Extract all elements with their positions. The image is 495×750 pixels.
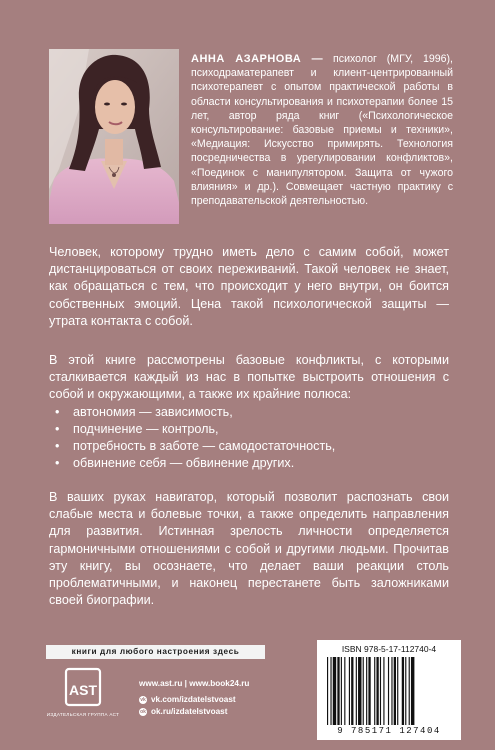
publisher-links [139, 678, 249, 718]
tagline-banner: книги для любого настроения здесь [46, 645, 265, 659]
barcode-bar [363, 657, 364, 725]
barcode-bar [383, 657, 384, 725]
barcode-bar [344, 657, 345, 725]
barcode-bar [366, 657, 367, 725]
barcode-bar [397, 657, 398, 725]
barcode-panel [317, 640, 461, 740]
websites-link[interactable]: www.ast.ru | www.book24.ru [139, 679, 250, 688]
barcode-bar [330, 657, 331, 725]
list-item: • обвинение себя — обвинение других. [49, 455, 449, 472]
isbn-text: ISBN 978-5-17-112740-4 [341, 644, 437, 654]
annotation-paragraph-2 [49, 352, 449, 472]
list-item: • подчинение — контроль, [49, 421, 449, 438]
annotation-paragraph-1: Человек, которому трудно иметь дело с самим собой, может дистанцироваться от своих переживаний. Такой человек не знает, как обращаться с тем, что происходит у него внутри, он боится собственных эмоций. Цена такой психологической защиты — утрата контакта с собой. [49, 245, 449, 328]
barcode-bar [405, 657, 406, 725]
barcode-icon [327, 657, 451, 725]
barcode-bar [391, 657, 392, 725]
barcode-bar [402, 657, 404, 725]
publisher-caption: ИЗДАТЕЛЬСКАЯ ГРУППА АСТ [46, 712, 120, 717]
barcode-bar [327, 657, 328, 725]
barcode-bar [356, 657, 357, 725]
barcode-bar [374, 657, 375, 725]
vk-icon: vk [140, 697, 146, 703]
barcode-bar [376, 657, 378, 725]
barcode-bar [388, 657, 389, 725]
barcode-bar [341, 657, 342, 725]
logo-text: AST [69, 682, 97, 698]
ok-link[interactable]: ok.ru/izdatelstvoast [151, 707, 228, 716]
barcode-bar [394, 657, 396, 725]
ast-logo [52, 667, 114, 727]
poles-list [49, 404, 449, 473]
author-photo [49, 49, 179, 224]
ok-icon: ok [140, 709, 146, 715]
barcode-bar [409, 657, 410, 725]
barcode-bar [411, 657, 414, 725]
author-bio: психолог (МГУ, 1996), психодраматерапевт и клиент-центрированный психотерапевт с опытом практической работы в области консультирования и психотерапии более 15 лет, автор ряда книг («Психологическое консультирование: базовые приемы и техники», «Медиация: Искусство примирять. Технология посредничества в урегулировании конфликтов», «Поединок с манипулятором. Защита от чужого влияния» и др.). Совмещает частную практику с преподавательской деятельностью. [191, 53, 454, 208]
conflicts-intro: В этой книге рассмотрены базовые конфликты, с которыми сталкивается каждый из нас в попытке выстроить отношения с собой и окружающими, а также их крайние полюса: [49, 353, 449, 402]
author-name: АННА АЗАРНОВА — [191, 53, 324, 65]
vk-link[interactable]: vk.com/izdatelstvoast [151, 695, 236, 704]
barcode-bar [358, 657, 361, 725]
barcode-bar [368, 657, 370, 725]
barcode-bar [333, 657, 336, 725]
barcode-bar [349, 657, 350, 725]
barcode-bar [337, 657, 339, 725]
list-item: • автономия — зависимость, [49, 404, 449, 421]
barcode-bar [351, 657, 353, 725]
barcode-bar [380, 657, 381, 725]
annotation-paragraph-3: В ваших руках навигатор, который позволит распознать свои слабые места и болевые точки, а также определить направления для развития. Истинная зрелость личности определяется гармоничными отношениями с собой и другими людьми. Прочитав эту книгу, вы осознаете, что делает ваши реакции столь проблематичными, и наконец перестанете быть заложниками своей биографии. [49, 490, 449, 608]
list-item: • потребность в заботе — самодостаточность, [49, 438, 449, 455]
barcode-number: 9 785171 127404 [337, 726, 441, 736]
author-info [191, 52, 453, 208]
